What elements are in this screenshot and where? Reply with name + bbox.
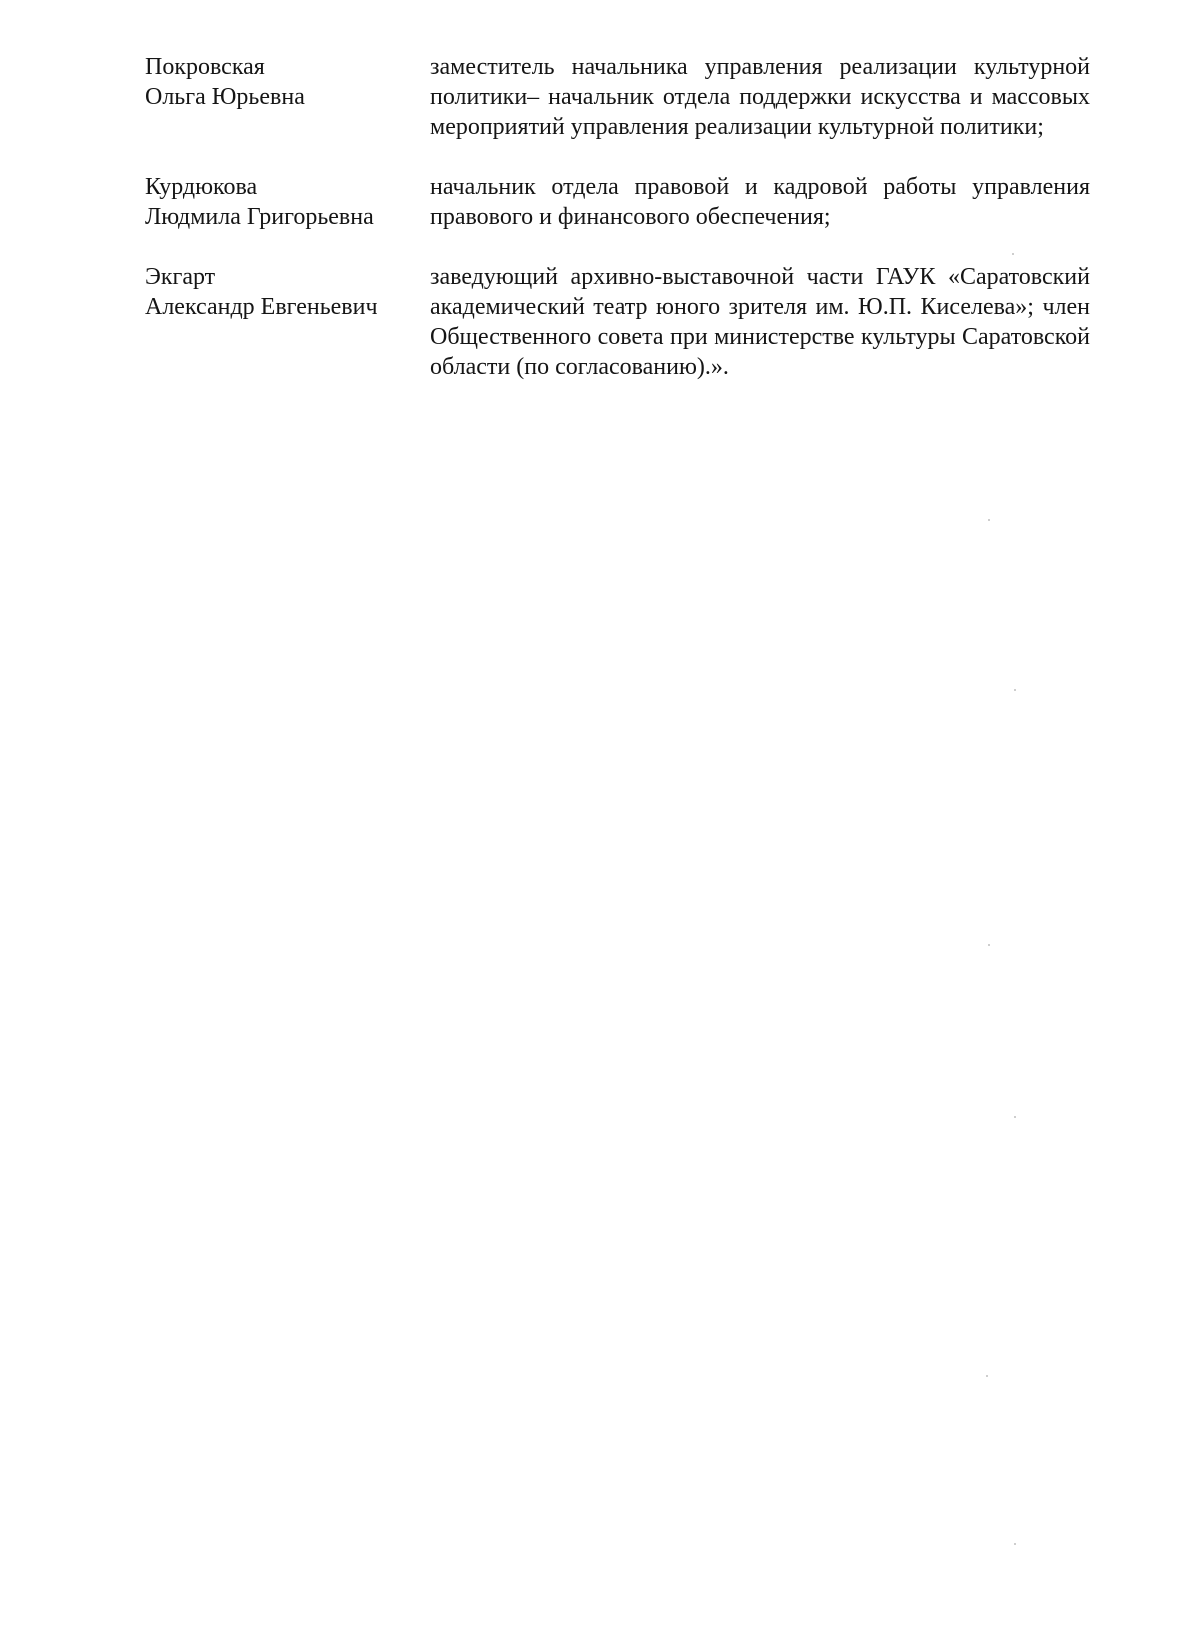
scan-speck	[1014, 1543, 1016, 1545]
member-list	[145, 52, 1090, 412]
scan-speck	[1014, 1116, 1016, 1118]
scan-speck	[1014, 689, 1016, 691]
scan-speck	[1012, 253, 1014, 255]
member-given-names: Людмила Григорьевна	[145, 204, 374, 230]
scan-speck	[988, 519, 990, 521]
member-surname: Курдюкова	[145, 174, 258, 200]
member-position: начальник отдела правовой и кадровой работы управления правового и финансового обеспечения;	[430, 174, 1090, 230]
scan-speck	[986, 1375, 988, 1377]
member-name	[145, 262, 430, 322]
member-given-names: Александр Евгеньевич	[145, 294, 378, 320]
member-surname: Покровская	[145, 54, 265, 80]
member-given-names: Ольга Юрьевна	[145, 84, 305, 110]
member-entry-ekgart	[145, 262, 1090, 382]
member-entry-kurdyukova	[145, 172, 1090, 232]
member-surname: Экгарт	[145, 264, 216, 290]
member-entry-pokrovskaya	[145, 52, 1090, 142]
member-position: заместитель начальника управления реализации культурной политики– начальник отдела поддержки искусства и массовых мероприятий управления реализации культурной политики;	[430, 54, 1090, 140]
member-position: заведующий архивно-выставочной части ГАУК «Саратовский академический театр юного зрителя им. Ю.П. Киселева»; член Общественного совета при министерстве культуры Саратовской области (по согласованию).».	[430, 264, 1090, 380]
member-name	[145, 172, 430, 232]
member-name	[145, 52, 430, 112]
scan-speck	[988, 944, 990, 946]
